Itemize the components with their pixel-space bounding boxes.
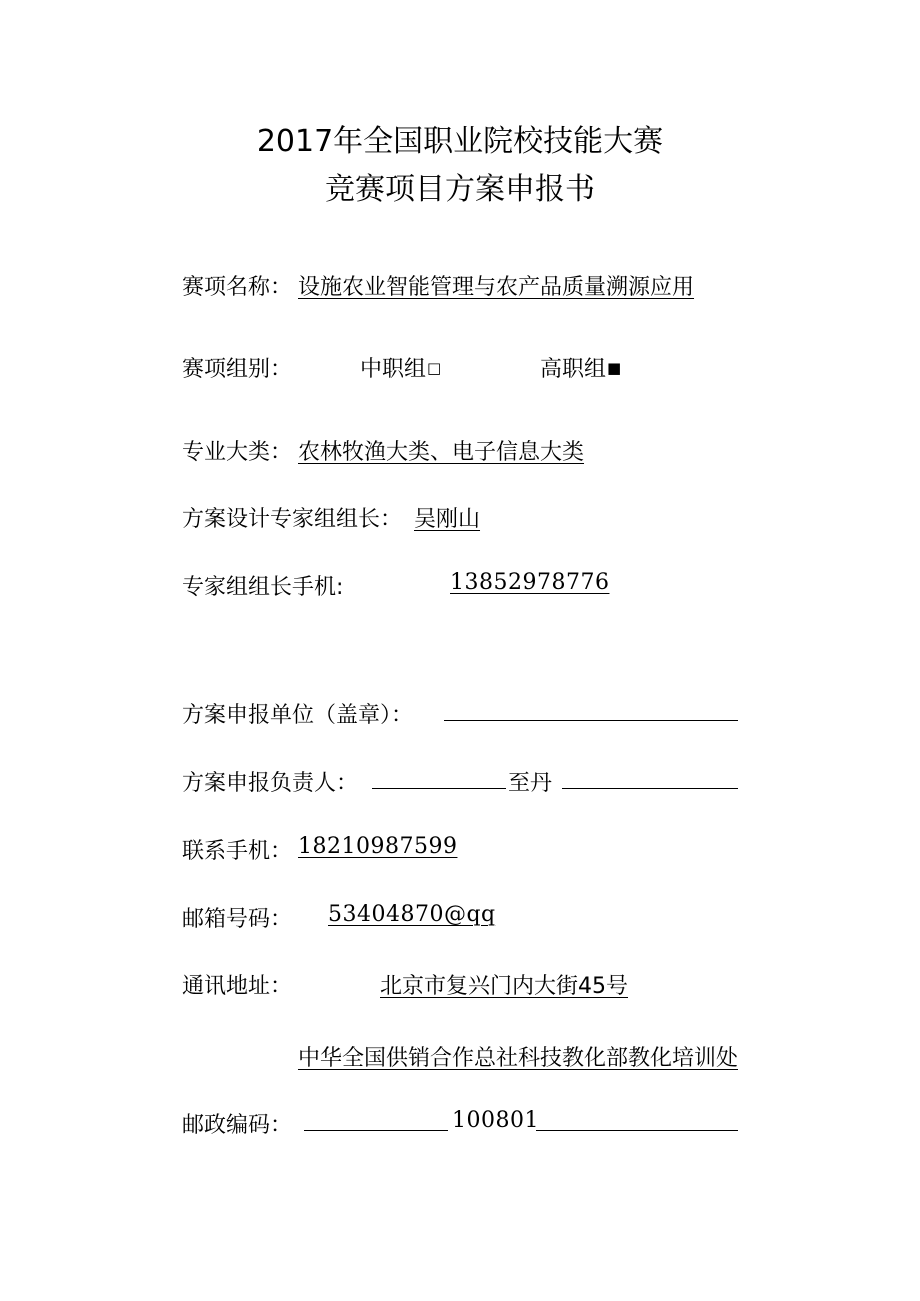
expert-leader-row (182, 502, 742, 536)
postcode-blank-right (536, 1130, 738, 1131)
group-higher-option (540, 352, 621, 383)
email-label: 邮箱号码： (182, 907, 293, 932)
unchecked-box-icon: □ (427, 359, 442, 377)
group-secondary-option (360, 352, 441, 383)
applicant-unit-row (182, 698, 742, 732)
responsible-blank-left (372, 788, 506, 789)
responsible-blank-right (562, 788, 738, 789)
responsible-person-value: 至丹 (508, 771, 553, 796)
document-title-line1: 2017年全国职业院校技能大赛 (256, 124, 664, 159)
responsible-person-row (182, 766, 742, 800)
expert-leader-label: 方案设计专家组组长： (182, 507, 403, 532)
address-label: 通讯地址： (182, 974, 293, 999)
responsible-person-label: 方案申报负责人： (182, 771, 359, 796)
address-row (182, 969, 742, 1003)
contact-phone-label: 联系手机： (182, 839, 293, 864)
major-category-label: 专业大类： (182, 440, 293, 465)
event-group-row (182, 352, 742, 386)
applicant-unit-blank (444, 720, 738, 721)
document-title-line2: 竞赛项目方案申报书 (325, 172, 595, 207)
leader-phone-value: 13852978776 (450, 570, 610, 595)
leader-phone-label: 专家组组长手机: (182, 575, 344, 600)
postcode-row (182, 1108, 742, 1142)
postcode-blank-left (304, 1130, 448, 1131)
address-line2-row (182, 1041, 742, 1075)
expert-leader-value: 吴刚山 (414, 507, 481, 532)
address-line1: 北京市复兴门内大街45号 (380, 974, 628, 999)
checked-box-icon: ■ (607, 359, 622, 377)
major-category-value: 农林牧渔大类、电子信息大类 (298, 440, 585, 465)
contact-phone-row (182, 834, 742, 868)
group-higher-text: 高职组 (540, 357, 607, 382)
email-value: 53404870@qq (328, 902, 496, 927)
email-row (182, 902, 742, 936)
group-secondary-text: 中职组 (360, 357, 427, 382)
contact-phone-value: 18210987599 (298, 834, 458, 859)
event-name-row (182, 270, 742, 304)
event-name-label: 赛项名称： (182, 275, 293, 300)
event-group-label: 赛项组别： (182, 357, 293, 382)
postcode-label: 邮政编码： (182, 1113, 293, 1138)
postcode-value: 100801 (452, 1108, 539, 1133)
major-category-row (182, 435, 742, 469)
address-line2: 中华全国供销合作总社科技教化部教化培训处 (297, 1046, 738, 1071)
applicant-unit-label: 方案申报单位（盖章）： (182, 703, 414, 728)
leader-phone-row (182, 570, 742, 604)
event-name-value: 设施农业智能管理与农产品质量溯源应用 (298, 275, 695, 300)
